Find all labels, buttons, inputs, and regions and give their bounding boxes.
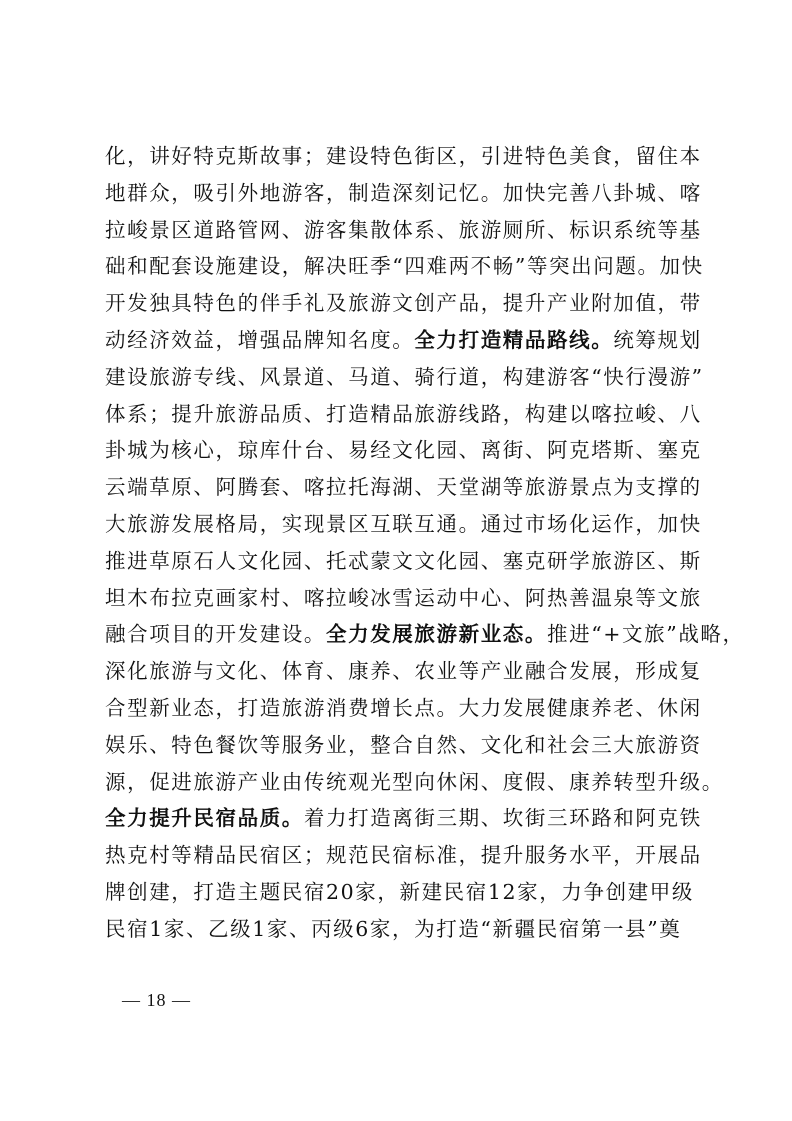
text-line: 深化旅游与文化、体育、康养、农业等产业融合发展，形成复: [105, 659, 702, 684]
text-line: 卦城为核心，琼库什台、易经文化园、离街、阿克塔斯、塞克: [105, 438, 702, 463]
text-run: 推进“+文旅”战略，: [547, 622, 745, 647]
text-line: 建设旅游专线、风景道、马道、骑行道，构建游客“快行漫游”: [105, 364, 704, 389]
text-line: 坦木布拉克画家村、喀拉峻冰雪运动中心、阿热善温泉等文旅: [105, 585, 702, 610]
text-line: 合型新业态，打造旅游消费增长点。大力发展健康养老、休闲: [105, 695, 702, 720]
text-line: 地群众，吸引外地游客，制造深刻记忆。加快完善八卦城、喀: [105, 180, 702, 205]
text-run: 动经济效益，增强品牌知名度。: [105, 327, 415, 352]
text-run: 着力打造离街三期、坎街三环路和阿克铁: [303, 806, 702, 831]
text-line: 体系；提升旅游品质、打造精品旅游线路，构建以喀拉峻、八: [105, 401, 702, 426]
body-text: [105, 138, 745, 948]
text-line: 牌创建，打造主题民宿20家，新建民宿12家，力争创建甲级: [105, 879, 694, 904]
text-line: 娱乐、特色餐饮等服务业，整合自然、文化和社会三大旅游资: [105, 732, 702, 757]
heading-precision-routes: 全力打造精品路线。: [414, 327, 614, 352]
text-line: 源，促进旅游产业由传统观光型向休闲、度假、康养转型升级。: [105, 769, 724, 794]
text-line: 推进草原石人文化园、托忒蒙文文化园、塞克研学旅游区、斯: [105, 548, 702, 573]
text-run: 统筹规划: [613, 327, 702, 352]
text-line: 化，讲好特克斯故事；建设特色街区，引进特色美食，留住本: [105, 144, 702, 168]
text-run: 融合项目的开发建设。: [105, 622, 326, 647]
heading-homestay-quality: 全力提升民宿品质。: [105, 806, 304, 831]
text-line: [105, 616, 745, 653]
text-line: 云端草原、阿腾套、喀拉托海湖、天堂湖等旅游景点为支撑的: [105, 475, 702, 500]
text-line: 大旅游发展格局，实现景区互联互通。通过市场化运作，加快: [105, 511, 702, 536]
heading-new-formats: 全力发展旅游新业态。: [326, 622, 547, 647]
text-line: 民宿1家、乙级1家、丙级6家，为打造“新疆民宿第一县”奠: [105, 916, 682, 941]
page-number: — 18 —: [122, 990, 191, 1010]
text-line: 热克村等精品民宿区；规范民宿标准，提升服务水平，开展品: [105, 843, 702, 868]
text-line: 拉峻景区道路管网、游客集散体系、旅游厕所、标识系统等基: [105, 217, 702, 242]
text-line: [105, 322, 702, 359]
text-line: 础和配套设施建设，解决旺季“四难两不畅”等突出问题。加快: [105, 254, 704, 279]
text-line: [105, 800, 702, 837]
text-line: 开发独具特色的伴手礼及旅游文创产品，提升产业附加值，带: [105, 291, 702, 316]
